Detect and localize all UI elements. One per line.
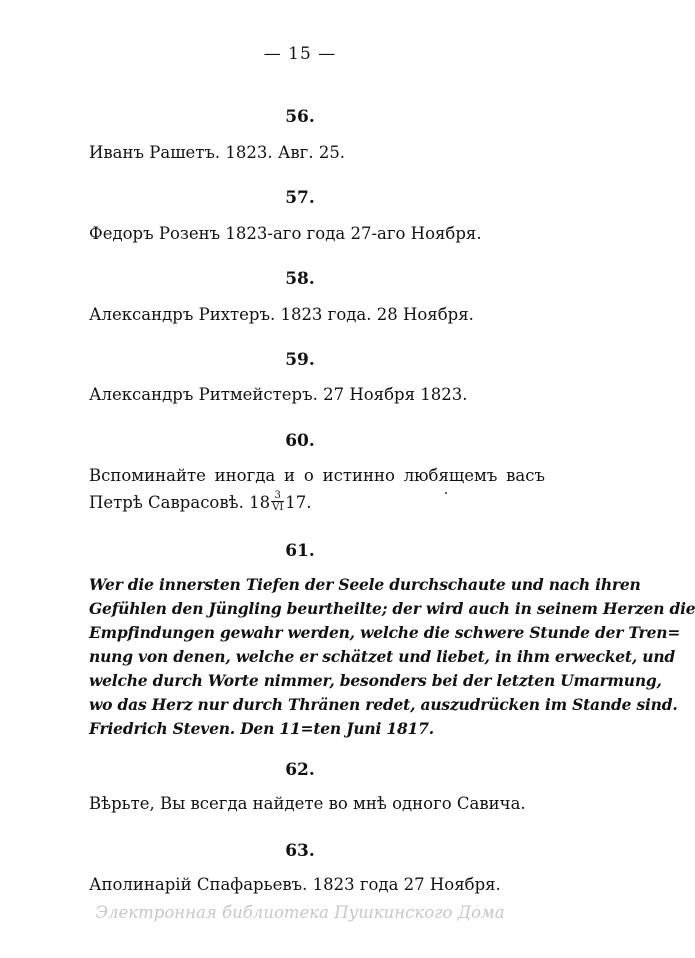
entry-number-56: 56. (285, 107, 315, 127)
entry-61-signature-line: Friedrich Steven. Den 11=ten Juni 1817. (89, 719, 434, 738)
entry-number-57: 57. (285, 188, 315, 208)
page-number: — 15 — (263, 44, 337, 64)
print-speck (445, 492, 447, 494)
entry-61-line-3: Empfindungen gewahr werden, welche die schwere Stunde der Tren= (89, 623, 681, 642)
entry-text-63: Аполинарій Спафарьевъ. 1823 года 27 Ноября. (89, 875, 501, 894)
entry-number-59: 59. (285, 350, 315, 370)
entry-60-line-2 (89, 492, 545, 514)
entry-number-61: 61. (285, 541, 315, 561)
entry-text-59: Александръ Ритмейстеръ. 27 Ноября 1823. (89, 385, 468, 404)
entry-61-line-5: welche durch Worte nimmer, besonders bei der letzten Umarmung, (89, 671, 662, 690)
library-watermark: Электронная библиотека Пушкинского Дома (95, 903, 505, 922)
entry-text-62: Вѣрьте, Вы всегда найдете во мнѣ одного Савича. (89, 794, 526, 813)
entry-61-line-6: wo das Herz nur durch Thränen redet, auszudrücken im Stande sind. (89, 695, 678, 714)
entry-number-63: 63. (285, 841, 315, 861)
fraction-denominator: VI (272, 502, 284, 513)
entry-60-line-1: Вспоминайте иногда и о истинно любящемъ васъ (89, 466, 545, 485)
entry-text-56: Иванъ Рашетъ. 1823. Авг. 25. (89, 143, 346, 162)
entry-paragraph-60 (89, 465, 545, 514)
entry-text-58: Александръ Рихтеръ. 1823 года. 28 Ноября. (89, 305, 474, 324)
date-fraction (271, 490, 284, 513)
entry-number-60: 60. (285, 431, 315, 451)
entry-61-line-2: Gefühlen den Jüngling beurtheilte; der wird auch in seinem Herzen die (89, 599, 695, 618)
entry-paragraph-61 (89, 573, 695, 741)
entry-number-62: 62. (285, 760, 315, 780)
entry-number-58: 58. (285, 269, 315, 289)
entry-60-line-2-prefix: Петрѣ Саврасовѣ. 18 (89, 493, 271, 512)
entry-61-line-1: Wer die innersten Tiefen der Seele durchschaute und nach ihren (89, 575, 641, 594)
entry-61-line-4: nung von denen, welche er schätzet und liebet, in ihm erwecket, und (89, 647, 676, 666)
fraction-numerator: 3 (271, 490, 284, 502)
entry-text-57: Федоръ Розенъ 1823-аго года 27-аго Ноября. (89, 224, 482, 243)
entry-60-line-2-suffix: 17. (285, 493, 312, 512)
